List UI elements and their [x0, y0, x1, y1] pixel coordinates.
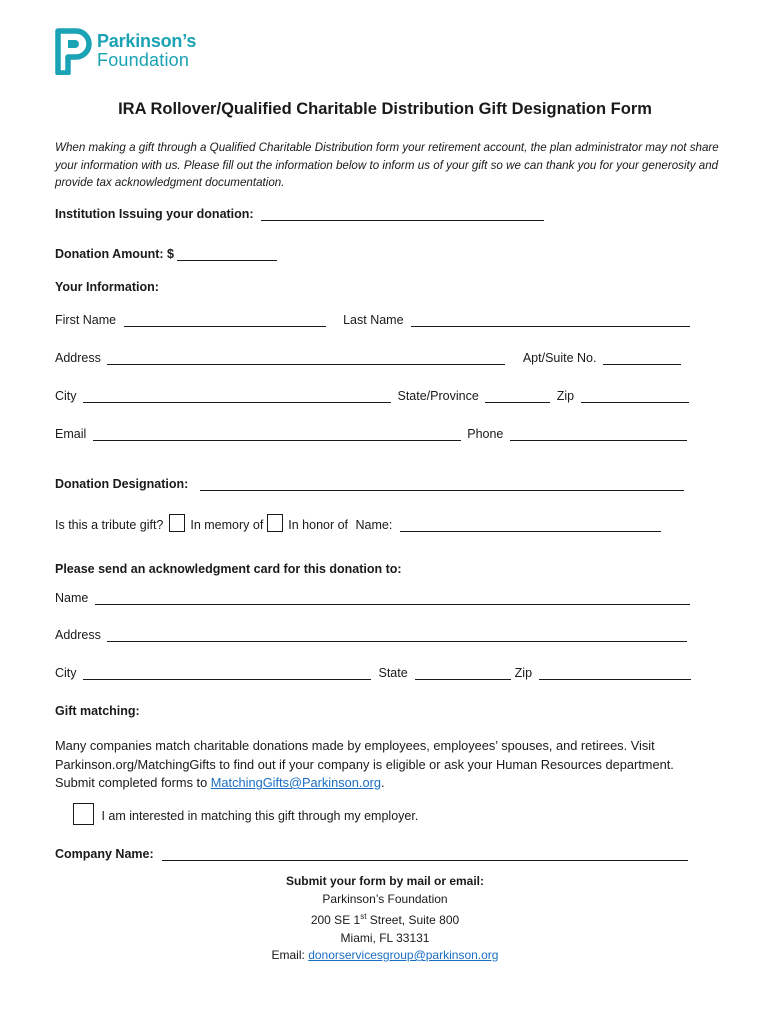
footer-city-line: Miami, FL 33131: [340, 930, 430, 945]
phone-field[interactable]: [510, 426, 687, 441]
zip-label: Zip: [556, 389, 575, 403]
donation-amount-field[interactable]: [177, 246, 277, 261]
in-memory-checkbox[interactable]: [169, 514, 185, 532]
phone-label: Phone: [467, 427, 504, 441]
ack-address-row: [55, 627, 687, 645]
tribute-question-label: Is this a tribute gift?: [55, 518, 164, 532]
gift-matching-heading: Gift matching:: [55, 704, 140, 718]
email-label: Email: [55, 427, 87, 441]
footer-street-rest: Street, Suite 800: [366, 913, 460, 927]
in-honor-label: In honor of: [288, 518, 349, 532]
contact-row: [55, 426, 687, 444]
tribute-row: [55, 514, 661, 532]
donor-services-email-link[interactable]: donorservicesgroup@parkinson.org: [308, 948, 499, 962]
apt-suite-field[interactable]: [603, 350, 681, 365]
footer-email-label: Email:: [271, 948, 309, 962]
matching-interest-label: I am interested in matching this gift through my employer.: [101, 809, 419, 823]
state-province-label: State/Province: [397, 389, 479, 403]
parkinsons-foundation-logo: [54, 27, 224, 77]
first-name-field[interactable]: [124, 312, 326, 327]
in-memory-label: In memory of: [190, 518, 264, 532]
institution-label: Institution Issuing your donation:: [55, 207, 254, 221]
donation-designation-label: Donation Designation:: [55, 477, 189, 491]
submission-info: [0, 873, 770, 965]
email-field[interactable]: [93, 426, 461, 441]
city-label: City: [55, 389, 77, 403]
ack-city-row: [55, 665, 691, 683]
footer-org-name: Parkinson’s Foundation: [322, 891, 448, 906]
donation-designation-field[interactable]: [200, 476, 684, 491]
matching-interest-row: [73, 803, 418, 825]
footer-street: [0, 908, 770, 930]
logo-line-1: Parkinson’s: [97, 31, 197, 51]
ack-address-field[interactable]: [107, 627, 687, 642]
institution-row: [55, 206, 544, 224]
form-title: IRA Rollover/Qualified Charitable Distribution Gift Designation Form: [118, 100, 652, 118]
acknowledgment-heading-row: [55, 562, 402, 580]
submission-heading: Submit your form by mail or email:: [285, 874, 485, 888]
gift-matching-text-end: .: [380, 775, 385, 790]
city-field[interactable]: [83, 388, 391, 403]
ack-name-label: Name: [55, 591, 89, 605]
designation-row: [55, 476, 684, 494]
ack-name-field[interactable]: [95, 590, 690, 605]
gift-matching-paragraph: [55, 737, 705, 793]
logo-wordmark: [97, 32, 196, 70]
your-information-row: [55, 280, 159, 298]
ack-city-label: City: [55, 666, 77, 680]
in-honor-checkbox[interactable]: [267, 514, 283, 532]
footer-email-line: [0, 947, 770, 965]
ack-zip-label: Zip: [514, 666, 533, 680]
gift-matching-heading-row: [55, 704, 140, 722]
address-label: Address: [55, 351, 101, 365]
name-row: [55, 312, 690, 330]
donation-amount-label: Donation Amount: $: [55, 247, 174, 261]
tribute-name-label: Name:: [355, 518, 393, 532]
your-information-heading: Your Information:: [55, 280, 159, 294]
ack-state-field[interactable]: [415, 665, 511, 680]
address-field[interactable]: [107, 350, 505, 365]
matching-interest-checkbox[interactable]: [73, 803, 94, 825]
zip-field[interactable]: [581, 388, 689, 403]
apt-suite-label: Apt/Suite No.: [522, 351, 597, 365]
logo-p-mark-icon: [54, 27, 94, 75]
company-name-row: [55, 846, 688, 864]
logo-line-2: Foundation: [97, 50, 190, 70]
institution-field[interactable]: [261, 206, 544, 221]
donation-amount-row: [55, 246, 277, 264]
ack-city-field[interactable]: [83, 665, 371, 680]
acknowledgment-heading: Please send an acknowledgment card for this donation to:: [55, 562, 402, 576]
ack-state-label: State: [378, 666, 408, 680]
footer-street-suffix: st: [360, 912, 367, 921]
ack-zip-field[interactable]: [539, 665, 691, 680]
gift-matching-text: Many companies match charitable donations made by employees, employees’ spouses, and retirees. Visit Parkinson.org/MatchingGifts to find out if your company is eligible or ask your Human Resources department. Submit completed forms to: [55, 738, 674, 790]
company-name-label: Company Name:: [55, 847, 154, 861]
intro-text: When making a gift through a Qualified Charitable Distribution form your retirement account, the plan administrator may not share your information with us. Please fill out the information below to inform us of your gift so we can thank you for your generosity and provide tax acknowledgment documentation.: [55, 141, 719, 189]
city-row: [55, 388, 689, 406]
ack-name-row: [55, 590, 690, 608]
tribute-name-field[interactable]: [400, 517, 661, 532]
footer-street-number: 200 SE 1: [310, 913, 361, 927]
company-name-field[interactable]: [162, 846, 688, 861]
state-province-field[interactable]: [485, 388, 550, 403]
first-name-label: First Name: [55, 313, 117, 327]
ack-address-label: Address: [55, 628, 101, 642]
matching-gifts-email-link[interactable]: MatchingGifts@Parkinson.org: [210, 775, 381, 790]
last-name-field[interactable]: [411, 312, 690, 327]
last-name-label: Last Name: [343, 313, 404, 327]
address-row: [55, 350, 681, 368]
